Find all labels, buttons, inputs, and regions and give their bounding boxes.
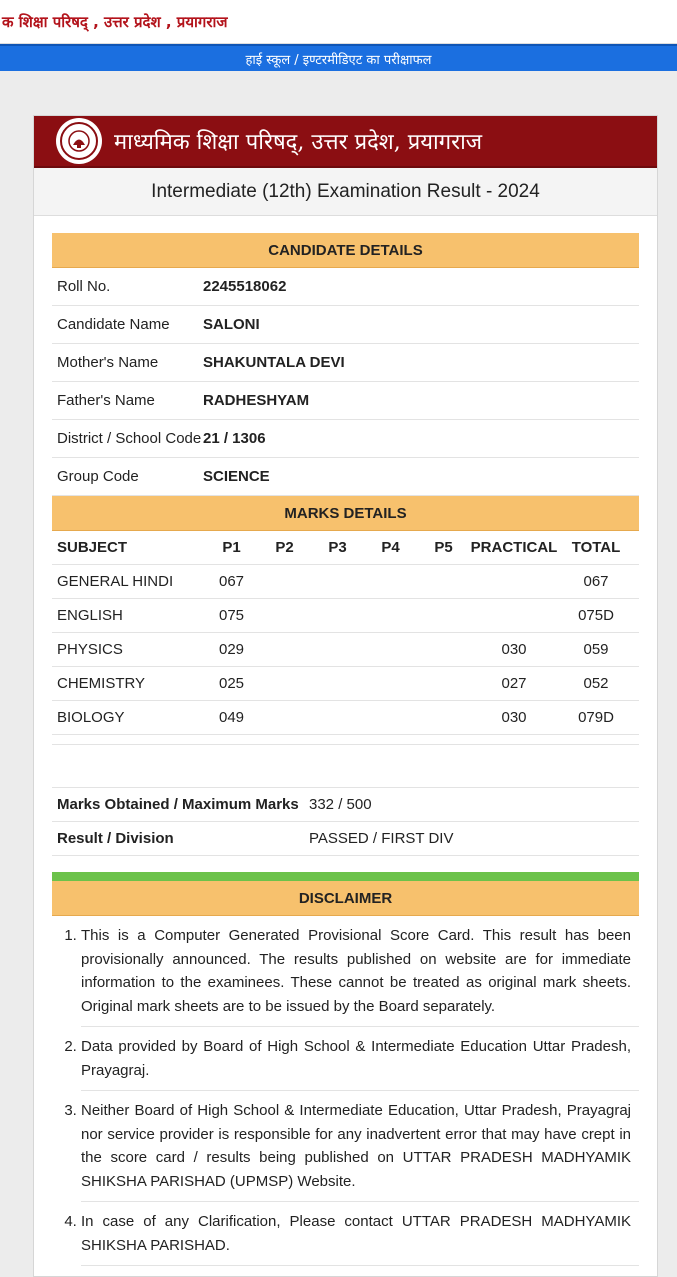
summary-value: 332 / 500 xyxy=(309,796,372,813)
mark-cell: 075D xyxy=(578,607,614,624)
disclaimer-list xyxy=(52,916,639,1266)
detail-label: Mother's Name xyxy=(57,354,159,371)
detail-value: SALONI xyxy=(203,316,260,333)
detail-value: 2245518062 xyxy=(203,278,287,295)
col-header: P1 xyxy=(222,539,241,556)
green-divider xyxy=(52,872,639,881)
result-division-row xyxy=(52,822,639,856)
table-row xyxy=(52,667,639,701)
col-header: P2 xyxy=(275,539,294,556)
mark-cell: 030 xyxy=(501,709,527,726)
candidate-heading-text: CANDIDATE DETAILS xyxy=(268,241,423,259)
detail-row-school xyxy=(52,420,639,458)
col-header: TOTAL xyxy=(571,539,621,556)
mark-cell: 059 xyxy=(583,641,609,658)
detail-value: SCIENCE xyxy=(203,468,270,485)
marks-heading-text: MARKS DETAILS xyxy=(284,504,407,522)
subject-cell: BIOLOGY xyxy=(57,709,125,726)
disclaimer-item: 1. This is a Computer Generated Provisional Score Card. This result has been provisionally announced. The results published on website are for immediate information to the examinees. These cannot be treated as original mark sheets. Original mark sheets are to be issued by the Board separately. xyxy=(81,916,639,1027)
mark-cell: 079D xyxy=(578,709,614,726)
marks-details-heading xyxy=(52,496,639,531)
subject-cell: CHEMISTRY xyxy=(57,675,146,692)
mark-cell: 030 xyxy=(501,641,527,658)
detail-row-father xyxy=(52,382,639,420)
disclaimer-item: 3. Neither Board of High School & Intermediate Education, Uttar Pradesh, Prayagraj nor service provider is responsible for any inadvertent error that may have crept in the score card / results being published on UTTAR PRADESH MADHYAMIK SHIKSHA PARISHAD (UPMSP) Website. xyxy=(81,1091,639,1202)
summary-label: Result / Division xyxy=(57,830,174,847)
subject-cell: PHYSICS xyxy=(57,641,123,658)
col-header: P4 xyxy=(381,539,400,556)
result-card xyxy=(33,115,658,1277)
mark-cell: 075 xyxy=(218,607,245,624)
detail-label: Father's Name xyxy=(57,392,155,409)
mark-cell: 025 xyxy=(218,675,245,692)
disclaimer-heading-text: DISCLAIMER xyxy=(298,889,393,907)
table-divider xyxy=(52,735,639,745)
nav-link-result[interactable]: हाई स्कूल / इण्टरमीडिएट का परीक्षाफल xyxy=(245,52,432,68)
nav-bar xyxy=(0,44,677,71)
candidate-details-heading xyxy=(52,233,639,268)
upmsp-emblem-icon xyxy=(56,118,102,164)
summary-value: PASSED / FIRST DIV xyxy=(309,830,454,847)
subject-cell: GENERAL HINDI xyxy=(57,573,174,590)
col-header: SUBJECT xyxy=(57,539,128,556)
subject-cell: ENGLISH xyxy=(57,607,123,624)
marks-summary-row xyxy=(52,788,639,822)
mark-cell: 067 xyxy=(218,573,245,590)
mark-cell: 049 xyxy=(218,709,245,726)
exam-title-text: Intermediate (12th) Examination Result - 2024 xyxy=(151,180,540,202)
detail-label: District / School Code xyxy=(57,430,202,447)
col-header: P5 xyxy=(434,539,453,556)
table-row xyxy=(52,633,639,667)
detail-label: Candidate Name xyxy=(57,316,170,333)
detail-value: 21 / 1306 xyxy=(203,430,266,447)
detail-row-name xyxy=(52,306,639,344)
detail-row-mother xyxy=(52,344,639,382)
detail-value: SHAKUNTALA DEVI xyxy=(203,354,345,371)
site-title: क शिक्षा परिषद् , उत्तर प्रदेश , प्रयागराज xyxy=(2,12,228,31)
mark-cell: 052 xyxy=(583,675,609,692)
board-name: माध्यमिक शिक्षा परिषद्, उत्तर प्रदेश, प्रयागराज xyxy=(114,130,483,155)
table-row xyxy=(52,599,639,633)
summary-label: Marks Obtained / Maximum Marks xyxy=(57,796,299,813)
detail-value: RADHESHYAM xyxy=(203,392,310,409)
disclaimer-item: 4. In case of any Clarification, Please contact UTTAR PRADESH MADHYAMIK SHIKSHA PARISHAD. xyxy=(81,1202,639,1266)
mark-cell: 067 xyxy=(583,573,609,590)
site-top-bar xyxy=(0,0,677,44)
disclaimer-list-wrap xyxy=(52,916,639,1266)
mark-cell: 029 xyxy=(218,641,245,658)
exam-title xyxy=(34,168,657,216)
table-row xyxy=(52,565,639,599)
table-row xyxy=(52,701,639,735)
col-header: P3 xyxy=(328,539,347,556)
disclaimer-item: 2. Data provided by Board of High School & Intermediate Education Uttar Pradesh, Prayagraj. xyxy=(81,1027,639,1091)
detail-row-group xyxy=(52,458,639,496)
disclaimer-heading xyxy=(52,881,639,916)
mark-cell: 027 xyxy=(501,675,527,692)
detail-label: Roll No. xyxy=(57,278,111,295)
marks-header-row xyxy=(52,531,639,565)
detail-row-roll xyxy=(52,268,639,306)
col-header: PRACTICAL xyxy=(470,539,558,556)
board-header xyxy=(34,116,657,168)
detail-label: Group Code xyxy=(57,468,139,485)
table-divider xyxy=(52,745,639,788)
